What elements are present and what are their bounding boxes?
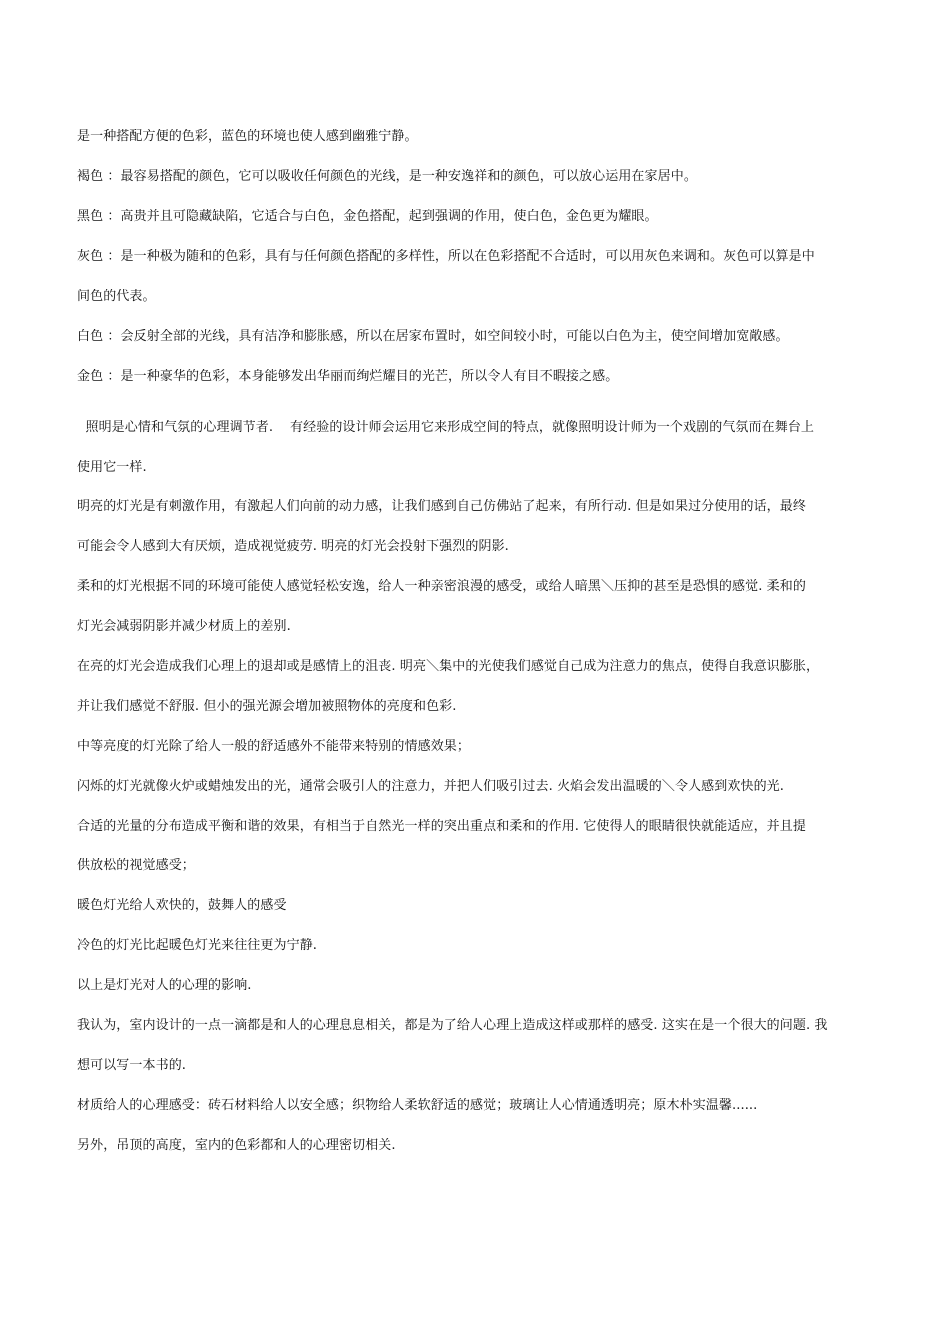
text-line: 供放松的视觉感受； — [77, 858, 195, 873]
text-line: 间色的代表。 — [77, 289, 156, 304]
text-line: 黑色 ：高贵并且可隐藏缺陷，它适合与白色，金色搭配，起到强调的作用，使白色，金色更为耀眼。 — [77, 209, 658, 224]
text-line: 我认为，室内设计的一点一滴都是和人的心理息息相关，都是为了给人心理上造成这样或那样的感受. 这实在是一个很大的问题. 我 — [77, 1018, 828, 1033]
text-line: 在亮的灯光会造成我们心理上的退却或是感情上的沮丧. 明亮＼集中的光使我们感觉自己成为注意力的焦点，使得自我意识膨胀， — [77, 659, 820, 674]
text-line: 使用它一样. — [77, 460, 147, 475]
text-line: 中等亮度的灯光除了给人一般的舒适感外不能带来特别的情感效果； — [77, 739, 471, 754]
text-line: 并让我们感觉不舒服. 但小的强光源会增加被照物体的亮度和色彩. — [77, 699, 457, 714]
text-line: 是一种搭配方便的色彩，蓝色的环境也使人感到幽雅宁静。 — [77, 129, 418, 144]
text-line: 想可以写一本书的. — [77, 1058, 187, 1073]
text-line: 金色 ：是一种豪华的色彩，本身能够发出华丽而绚烂耀目的光芒，所以令人有目不暇接之感。 — [77, 369, 619, 384]
text-line: 另外，吊顶的高度，室内的色彩都和人的心理密切相关. — [77, 1138, 396, 1153]
text-line: 闪烁的灯光就像火炉或蜡烛发出的光，通常会吸引人的注意力，并把人们吸引过去. 火焰会发出温暖的＼令人感到欢快的光. — [77, 779, 784, 794]
text-line: 明亮的灯光是有刺激作用，有激起人们向前的动力感，让我们感到自己仿佛站了起来，有所行动. 但是如果过分使用的话，最终 — [77, 499, 806, 514]
text-line: 可能会令人感到大有厌烦，造成视觉疲劳. 明亮的灯光会投射下强烈的阴影. — [77, 539, 509, 554]
text-line: 灯光会减弱阴影并减少材质上的差别. — [77, 619, 291, 634]
text-line: 冷色的灯光比起暖色灯光来往往更为宁静. — [77, 938, 318, 953]
text-line: 灰色 ：是一种极为随和的色彩，具有与任何颜色搭配的多样性，所以在色彩搭配不合适时，可以用灰色来调和。灰色可以算是中 — [77, 249, 815, 264]
text-line: 材质给人的心理感受：砖石材料给人以安全感；织物给人柔软舒适的感觉；玻璃让人心情通透明亮；原木朴实温馨...... — [77, 1098, 758, 1113]
text-line: 暖色灯光给人欢快的，鼓舞人的感受 — [77, 898, 287, 913]
text-line: 柔和的灯光根据不同的环境可能使人感觉轻松安逸，给人一种亲密浪漫的感受，或给人暗黑＼压抑的甚至是恐惧的感觉. 柔和的 — [77, 579, 806, 594]
text-line: 照明是心情和气氛的心理调节者. 有经验的设计师会运用它来形成空间的特点，就像照明设计师为一个戏剧的气氛而在舞台上 — [77, 420, 815, 435]
text-line: 白色 ：会反射全部的光线，具有洁净和膨胀感，所以在居家布置时，如空间较小时，可能以白色为主，使空间增加宽敞感。 — [77, 329, 789, 344]
text-line: 以上是灯光对人的心理的影响. — [77, 978, 252, 993]
text-line: 褐色 ：最容易搭配的颜色，它可以吸收任何颜色的光线，是一种安逸祥和的颜色，可以放心运用在家居中。 — [77, 169, 697, 184]
text-line: 合适的光量的分布造成平衡和谐的效果，有相当于自然光一样的突出重点和柔和的作用. 它使得人的眼睛很快就能适应，并且提 — [77, 819, 806, 834]
